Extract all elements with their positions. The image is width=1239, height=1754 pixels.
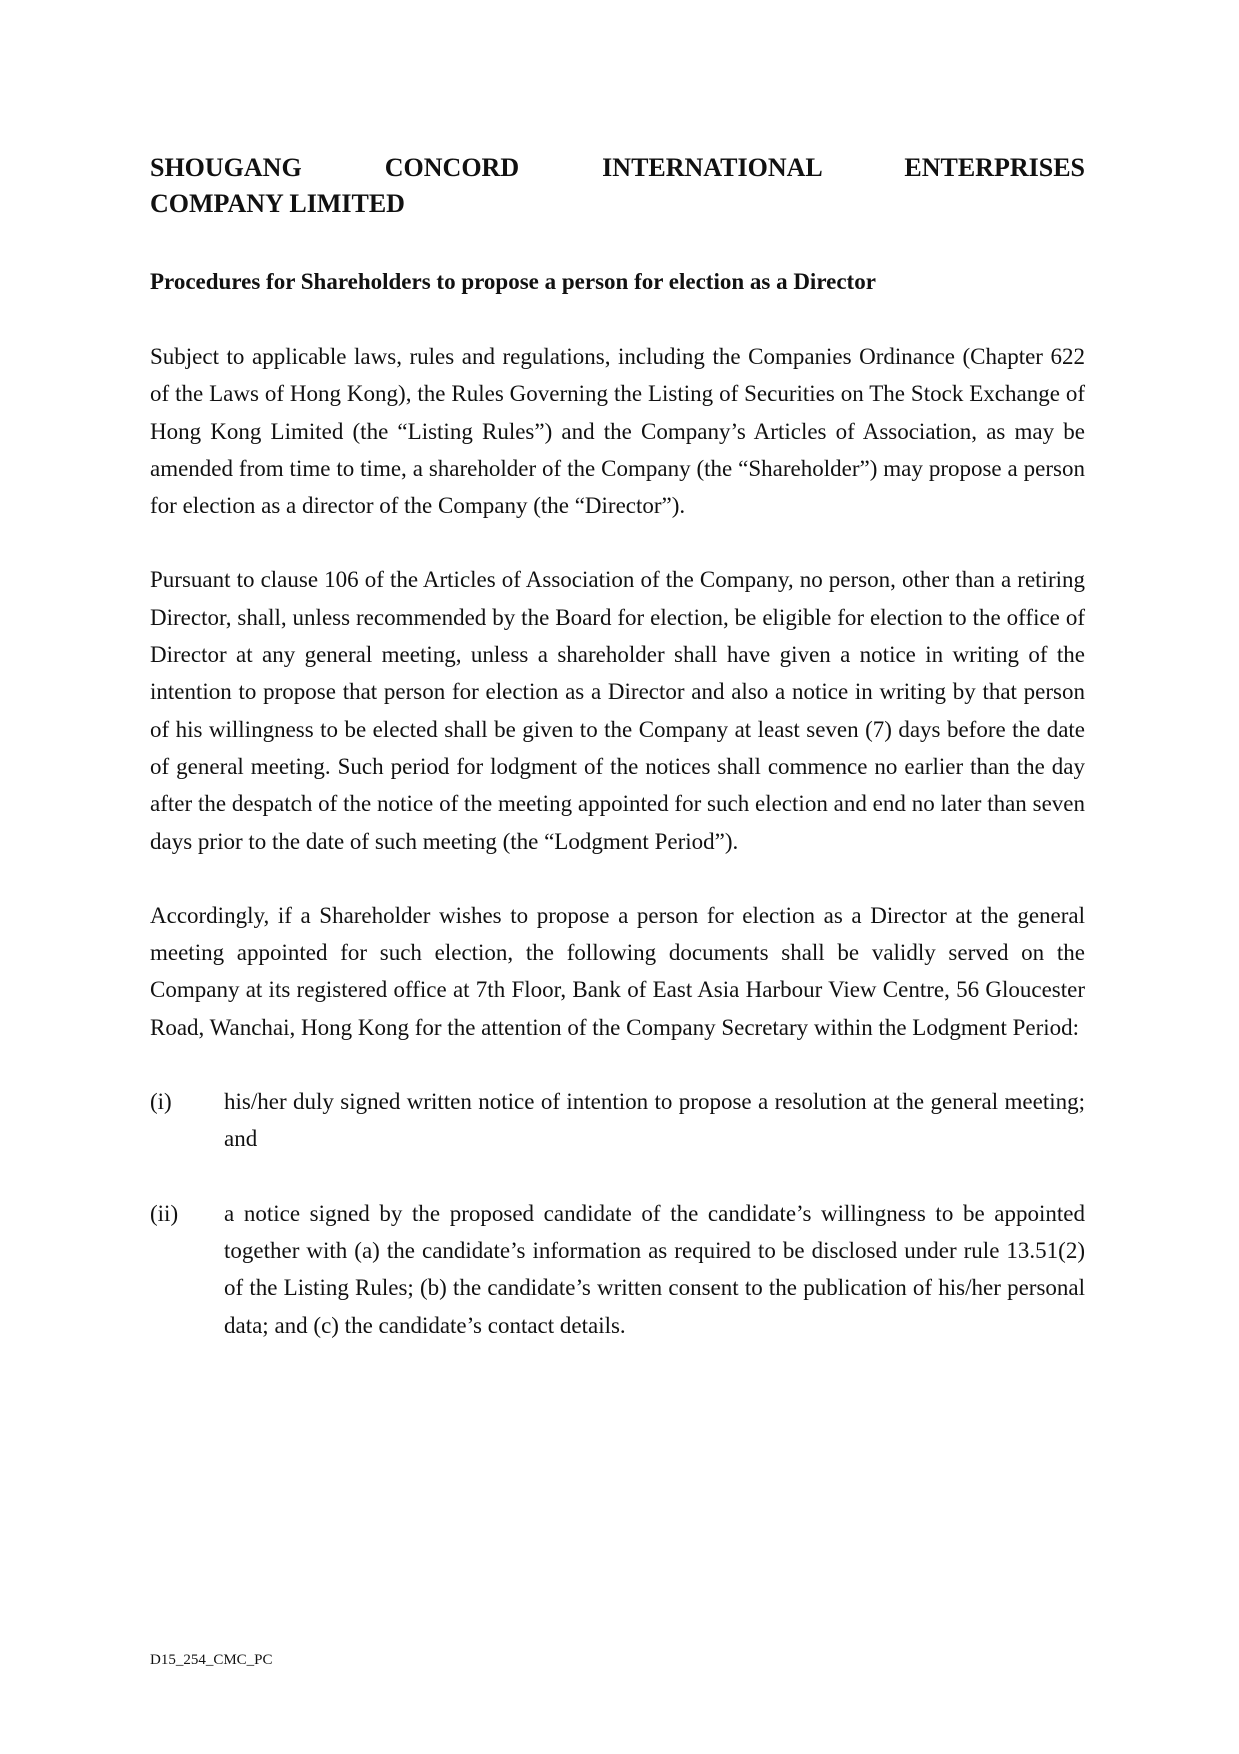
list-item-text: a notice signed by the proposed candidate of the candidate’s willingness to be appointed together with (a) the candidate’s information as required to be disclosed under rule 13.51(2) of the Listing Rules; (b) the candidate’s written consent to the publication of his/her personal data; and (c) the candidate’s contact details.	[224, 1200, 1085, 1338]
section-heading: Procedures for Shareholders to propose a person for election as a Director	[150, 269, 876, 294]
paragraph-applicable-laws: Subject to applicable laws, rules and regulations, including the Companies Ordinance (Chapter 622 of the Laws of Hong Kong), the Rules Governing the Listing of Securities on The Stock Exchange of Hong Kong Limited (the “Listing Rules”) and the Company’s Articles of Association, as may be amended from time to time, a shareholder of the Company (the “Shareholder”) may propose a person for election as a director of the Company (the “Director”).	[150, 344, 1085, 519]
list-marker: (ii)	[150, 1200, 179, 1226]
company-name-line1: SHOUGANG CONCORD INTERNATIONAL ENTERPRISES	[150, 153, 1085, 182]
list-marker: (i)	[150, 1089, 172, 1115]
document-page	[150, 150, 1085, 1381]
required-documents-list	[150, 1083, 1085, 1344]
list-item	[150, 1195, 1085, 1344]
list-item	[150, 1083, 1085, 1158]
paragraph-clause-106: Pursuant to clause 106 of the Articles of Association of the Company, no person, other than a retiring Director, shall, unless recommended by the Board for election, be eligible for election to the office of Director at any general meeting, unless a shareholder shall have given a notice in writing of the intention to propose that person for election as a Director and also a notice in writing by that person of his willingness to be elected shall be given to the Company at least seven (7) days before the date of general meeting. Such period for lodgment of the notices shall commence no earlier than the day after the despatch of the notice of the meeting appointed for such election and end no later than seven days prior to the date of such meeting (the “Lodgment Period”).	[150, 567, 1085, 854]
company-name-title	[150, 150, 1085, 222]
paragraph-documents-served: Accordingly, if a Shareholder wishes to propose a person for election as a Director at the general meeting appointed for such election, the following documents shall be validly served on the Company at its registered office at 7th Floor, Bank of East Asia Harbour View Centre, 56 Gloucester Road, Wanchai, Hong Kong for the attention of the Company Secretary within the Lodgment Period:	[150, 902, 1085, 1040]
company-name-line2: COMPANY LIMITED	[150, 189, 405, 218]
list-item-text: his/her duly signed written notice of intention to propose a resolution at the general meeting; and	[224, 1089, 1085, 1152]
document-reference-code: D15_254_CMC_PC	[150, 1652, 273, 1668]
